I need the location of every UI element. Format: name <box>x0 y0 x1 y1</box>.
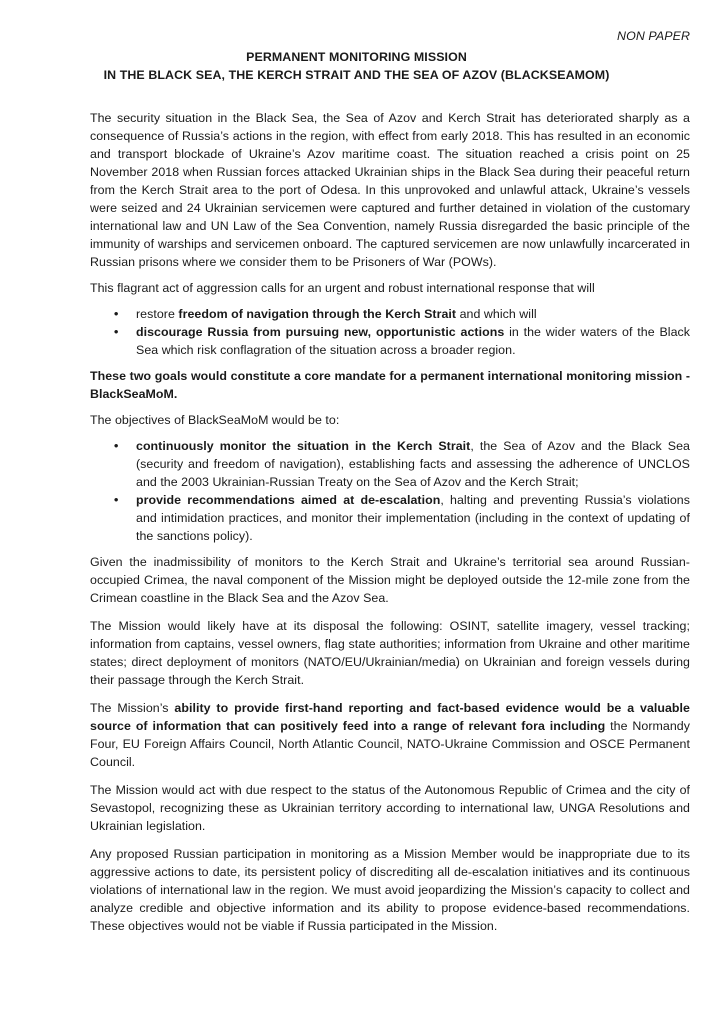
list-item: • restore freedom of navigation through the Kerch Strait and which will <box>136 305 690 323</box>
paragraph-objectives-intro: The objectives of BlackSeaMoM would be to: <box>90 413 340 427</box>
title-line-2: IN THE BLACK SEA, THE KERCH STRAIT AND THE SEA OF AZOV (BLACKSEAMOM) <box>103 68 610 82</box>
paragraph-reporting: The Mission’s ability to provide first-hand reporting and fact-based evidence would be a valuable source of information that can positively feed into a range of relevant fora including the Normandy Four, EU Foreign Affairs Council, North Atlantic Council, NATO-Ukraine Commission and OSCE Permanent Council. <box>90 701 690 769</box>
title-line-1: PERMANENT MONITORING MISSION <box>246 50 467 64</box>
list-item: • discourage Russia from pursuing new, opportunistic actions in the wider waters of the Black Sea which risk conflagration of the situation across a broader region. <box>136 323 690 359</box>
paragraph-russian-participation: Any proposed Russian participation in monitoring as a Mission Member would be inappropriate due to its aggressive actions to date, its persistent policy of discrediting all de-escalation initiatives and its continuous violations of international law in the region. We must avoid jeopardizing the Mission’s capacity to collect and analyze credible and objective information and its ability to propose evidence-based recommendations. These objectives would not be viable if Russia participated in the Mission. <box>90 847 690 933</box>
paragraph-core-mandate: These two goals would constitute a core mandate for a permanent international monitoring mission - BlackSeaMoM. <box>90 369 690 401</box>
objectives-list <box>90 437 690 545</box>
list-item: • provide recommendations aimed at de-escalation, halting and preventing Russia’s violations and intimidation practices, and monitor their implementation (including in the context of updating of the sanctions policy). <box>136 491 690 545</box>
non-paper-label: NON PAPER <box>617 29 690 43</box>
paragraph-deployment: Given the inadmissibility of monitors to the Kerch Strait and Ukraine’s territorial sea around Russian-occupied Crimea, the naval component of the Mission might be deployed outside the 12-mile zone from the Crimean coastline in the Black Sea and the Azov Sea. <box>90 555 690 605</box>
paragraph-response-call: This flagrant act of aggression calls for an urgent and robust international response that will <box>90 281 595 295</box>
paragraph-capabilities: The Mission would likely have at its disposal the following: OSINT, satellite imagery, vessel tracking; information from captains, vessel owners, flag state authorities; information from Ukraine and other maritime states; direct deployment of monitors (NATO/EU/Ukrainian/media) on Ukrainian and foreign vessels during their passage through the Kerch Strait. <box>90 619 690 687</box>
list-item: • continuously monitor the situation in the Kerch Strait, the Sea of Azov and the Black Sea (security and freedom of navigation), establishing facts and assessing the adherence of UNCLOS and the 2003 Ukrainian-Russian Treaty on the Sea of Azov and the Kerch Strait; <box>136 437 690 491</box>
paragraph-crimea-status: The Mission would act with due respect to the status of the Autonomous Republic of Crimea and the city of Sevastopol, recognizing these as Ukrainian territory according to international law, UNGA Resolutions and Ukrainian legislation. <box>90 783 690 833</box>
document-title <box>0 48 713 84</box>
document-body <box>90 109 690 945</box>
paragraph-security-situation: The security situation in the Black Sea, the Sea of Azov and Kerch Strait has deteriorated sharply as a consequence of Russia’s actions in the region, with effect from early 2018. This has resulted in an economic and transport blockade of Ukraine’s Azov maritime coast. The situation reached a crisis point on 25 November 2018 when Russian forces attacked Ukrainian ships in the Black Sea during their peaceful return from the Kerch Strait area to the port of Odesa. In this unprovoked and unlawful attack, Ukraine’s vessels were seized and 24 Ukrainian servicemen were captured and further detained in violation of the customary international law and UN Law of the Sea Convention, namely Russia disregarded the basic principle of the immunity of warships and servicemen onboard. The captured servicemen are now unlawfully incarcerated in Russian prisons where we consider them to be Prisoners of War (POWs). <box>90 111 690 269</box>
goals-list <box>90 305 690 359</box>
